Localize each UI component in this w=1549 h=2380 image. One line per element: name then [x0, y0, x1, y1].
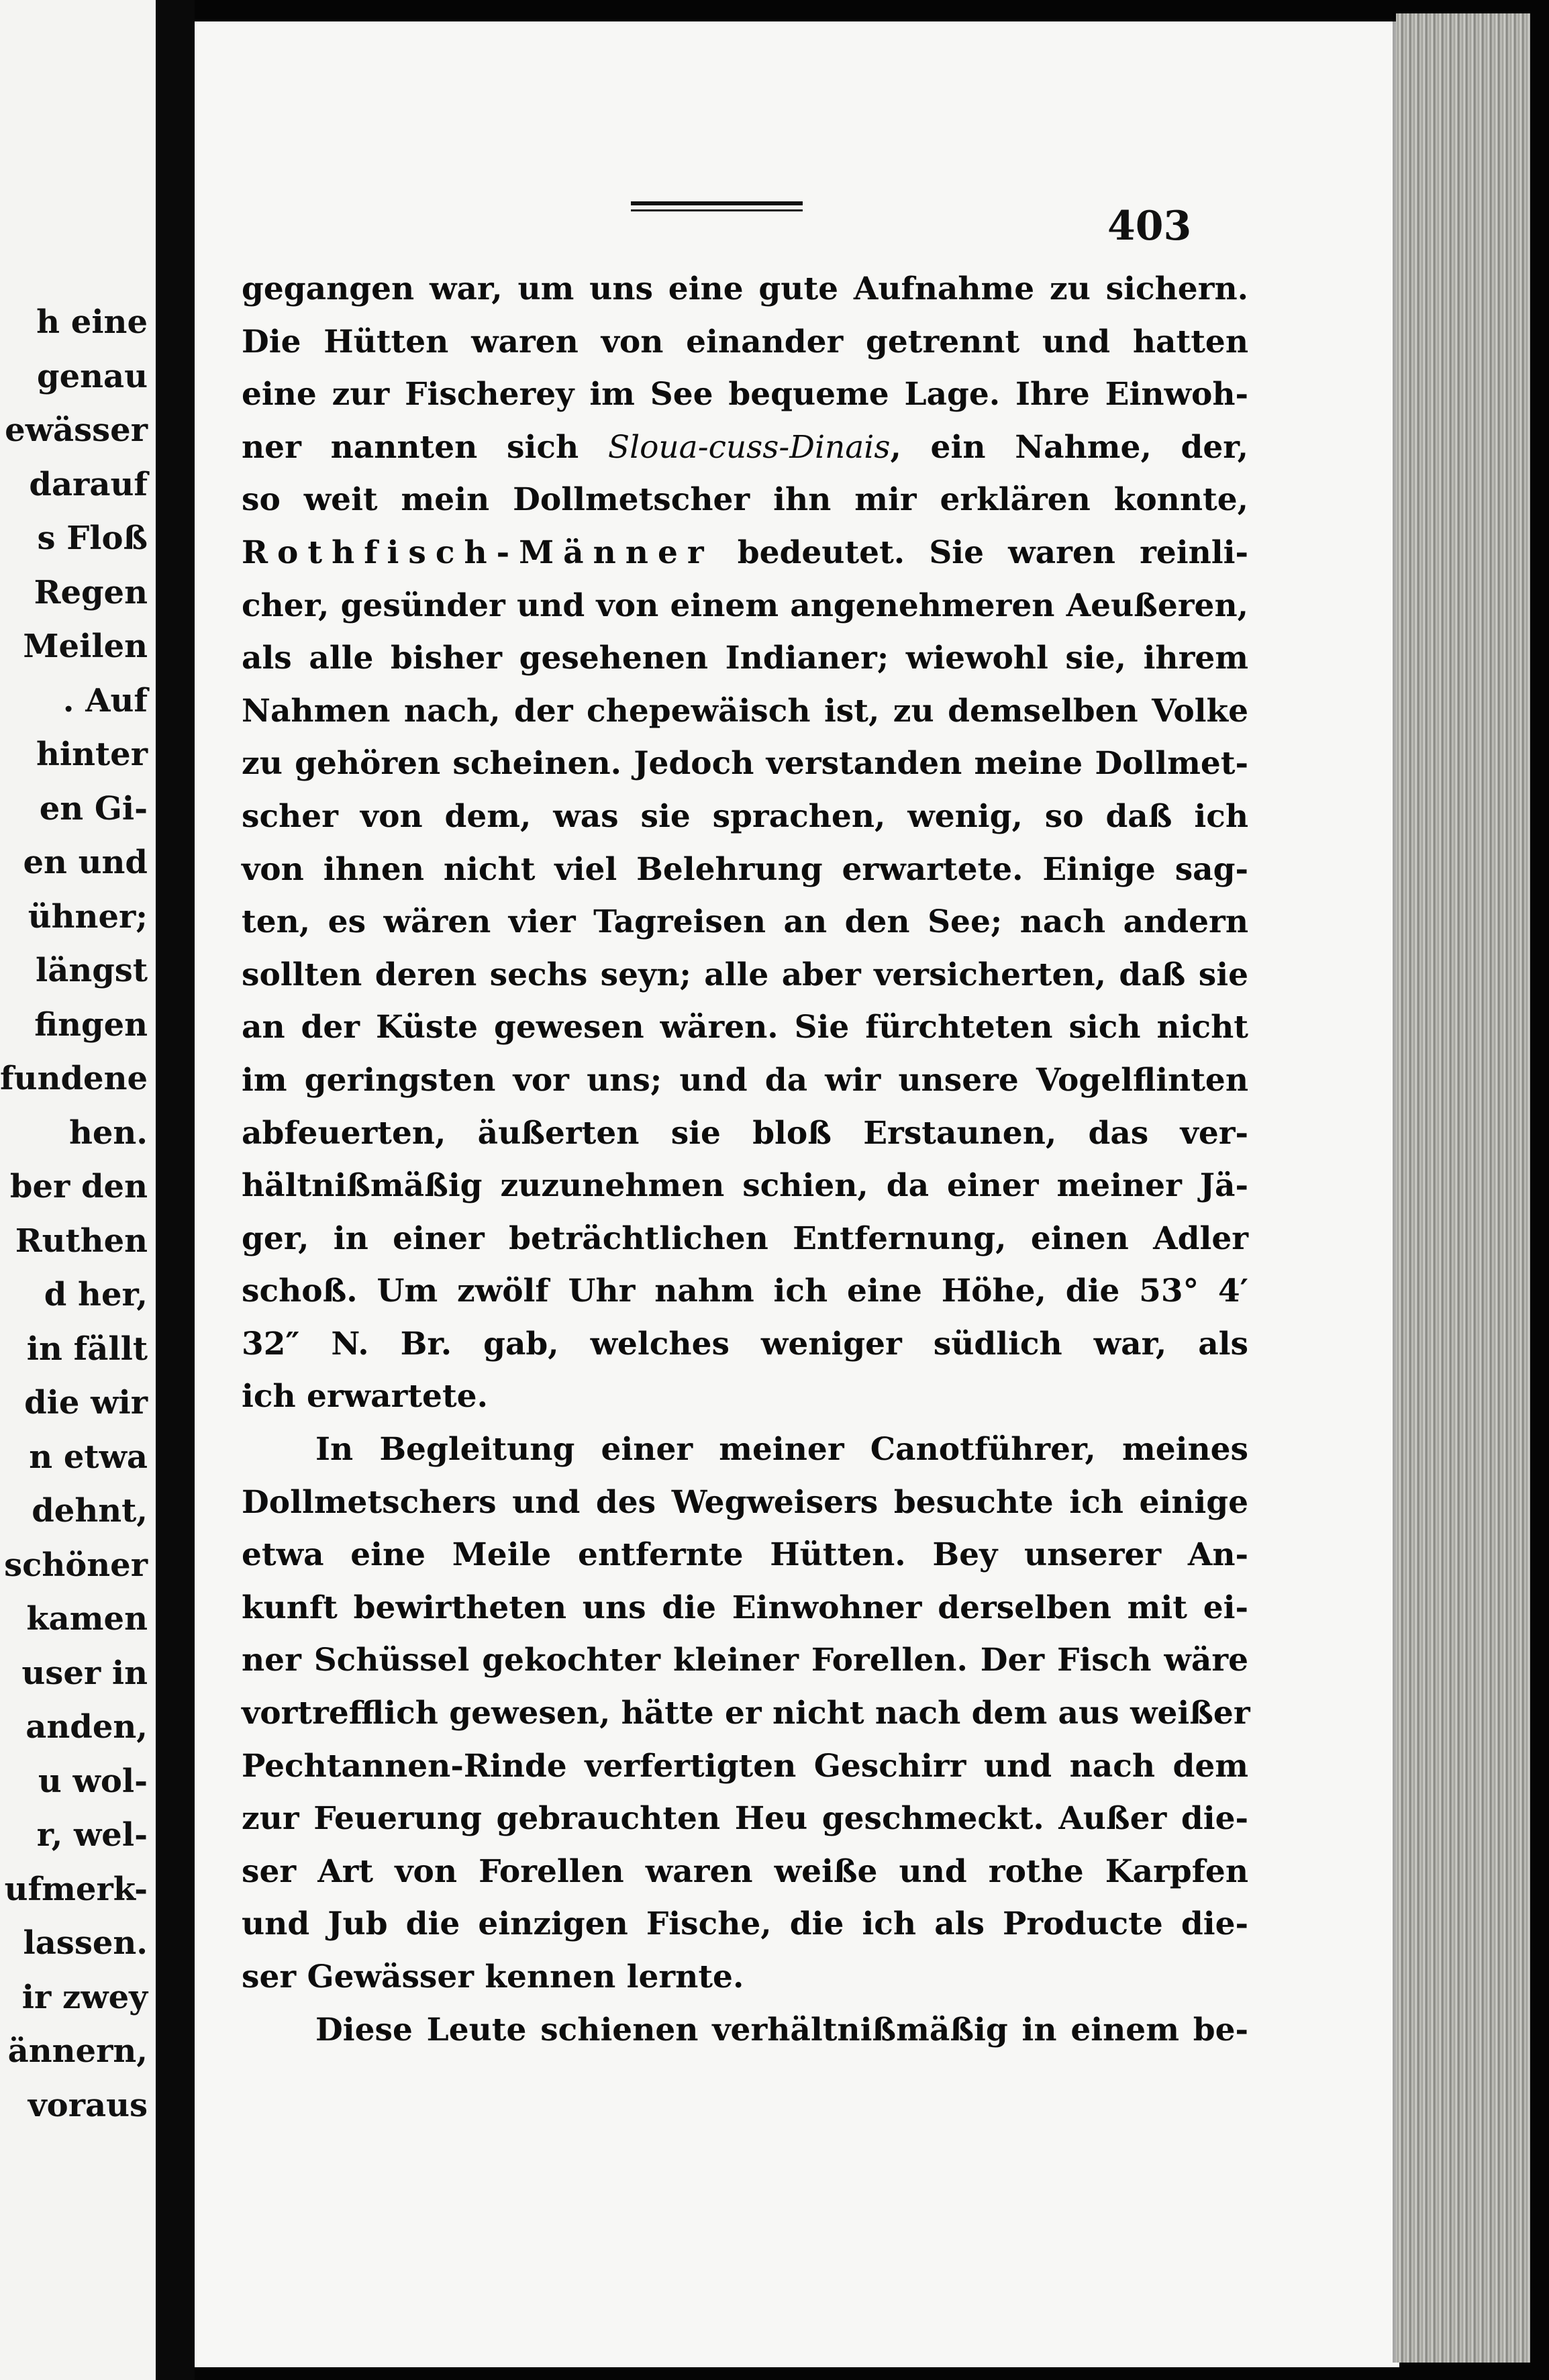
previous-page-fragment: r, wel-	[36, 1816, 148, 1854]
previous-page-fragment: die wir	[24, 1384, 148, 1422]
book-gutter	[156, 0, 195, 2380]
page	[195, 21, 1399, 2367]
previous-page-fragment: fingen	[34, 1005, 148, 1044]
previous-page-fragment: schöner	[4, 1546, 148, 1584]
text-line: Pechtannen-Rinde verfertigten Geschirr und nach dem	[242, 1747, 1248, 1785]
text-line: scher von dem, was sie sprachen, wenig, so daß ich	[242, 797, 1248, 835]
page-stack-edge	[1396, 13, 1530, 2363]
text-line	[242, 527, 1248, 580]
text-line: gegangen war, um uns eine gute Aufnahme zu sichern.	[242, 270, 1248, 307]
previous-page-fragment: u wol-	[38, 1762, 148, 1800]
previous-page-fragment: ewässer	[5, 411, 148, 449]
text-line: ser Gewässer kennen lernte.	[242, 1958, 744, 1995]
text-line: als alle bisher gesehenen Indianer; wiewohl sie, ihrem	[242, 640, 1248, 677]
previous-page-fragment: Ruthen	[15, 1222, 148, 1260]
text-line: vortrefflich gewesen, hätte er nicht nach dem aus weißer	[242, 1695, 1250, 1732]
text-line: Nahmen nach, der chepewäisch ist, zu demselben Volke	[242, 692, 1248, 730]
previous-page	[0, 0, 156, 2380]
text-line: Die Hütten waren von einander getrennt und hatten	[242, 323, 1248, 360]
previous-page-fragment: en Gi-	[39, 789, 148, 828]
text-line: ten, es wären vier Tagreisen an den See; nach andern	[242, 903, 1248, 941]
previous-page-fragment: n etwa	[29, 1438, 148, 1476]
text-line: hältnißmäßig zuzunehmen schien, da einer meiner Jä-	[242, 1167, 1248, 1205]
text-line: Diese Leute schienen verhältnißmäßig in einem be-	[315, 2011, 1248, 2048]
previous-page-fragment: ufmerk-	[4, 1870, 148, 1908]
previous-page-fragment: hen.	[68, 1113, 148, 1152]
text-line: etwa eine Meile entfernte Hütten. Bey unserer An-	[242, 1536, 1248, 1574]
text-segment: ner nannten sich	[242, 428, 608, 466]
previous-page-fragment: s Floß	[37, 519, 148, 557]
previous-page-fragment: lassen.	[23, 1924, 148, 1962]
previous-page-fragment: en und	[23, 844, 148, 881]
previous-page-fragment: . Auf	[62, 681, 148, 720]
page-number: 403	[1107, 203, 1192, 250]
previous-page-fragment: hinter	[36, 736, 148, 773]
text-line: ger, in einer beträchtlichen Entfernung, einen Adler	[242, 1220, 1248, 1257]
previous-page-fragment: in fällt	[26, 1330, 148, 1368]
text-line: schoß. Um zwölf Uhr nahm ich eine Höhe, die 53° 4′	[242, 1273, 1248, 1310]
previous-page-fragment: Meilen	[23, 628, 148, 665]
text-line: Dollmetschers und des Wegweisers besuchte ich einige	[242, 1483, 1248, 1521]
previous-page-fragment: längst	[36, 952, 148, 989]
text-line: 32″ N. Br. gab, welches weniger südlich war, als	[242, 1325, 1248, 1362]
previous-page-fragment: ir zwey	[21, 1978, 148, 2016]
previous-page-fragment: genau	[37, 357, 148, 395]
text-line: cher, gesünder und von einem angenehmeren Aeußeren,	[242, 587, 1248, 624]
body-text	[242, 263, 1248, 2056]
previous-page-fragment: fundene	[0, 1060, 148, 1097]
previous-page-fragment: ännern,	[7, 2032, 148, 2070]
text-line: eine zur Fischerey im See bequeme Lage. Ihre Einwoh-	[242, 376, 1248, 413]
text-line: zur Feuerung gebrauchten Heu geschmeckt. Außer die-	[242, 1800, 1248, 1838]
text-line: so weit mein Dollmetscher ihn mir erklären konnte,	[242, 481, 1248, 519]
previous-page-line-ends	[0, 295, 148, 2132]
text-line	[242, 422, 1248, 475]
text-line: zu gehören scheinen. Jedoch verstanden meine Dollmet-	[242, 745, 1248, 783]
text-line: ner Schüssel gekochter kleiner Forellen. Der Fisch wäre	[242, 1642, 1248, 1679]
previous-page-fragment: user in	[21, 1654, 148, 1692]
previous-page-fragment: voraus	[28, 2086, 148, 2124]
spaced-term: Rothfisch-Männer	[242, 534, 713, 571]
text-line: an der Küste gewesen wären. Sie fürchteten sich nicht	[242, 1009, 1248, 1046]
previous-page-fragment: d her,	[44, 1276, 148, 1313]
text-line: sollten deren sechs seyn; alle aber versicherten, daß sie	[242, 956, 1248, 993]
text-line: und Jub die einzigen Fische, die ich als Producte die-	[242, 1905, 1248, 1943]
text-segment: , ein Nahme, der,	[890, 428, 1249, 466]
previous-page-fragment: dehnt,	[32, 1492, 148, 1530]
text-line: ich erwartete.	[242, 1378, 488, 1416]
text-line: In Begleitung einer meiner Canotführer, meines	[315, 1431, 1248, 1469]
text-segment: bedeutet. Sie waren reinli-	[713, 534, 1248, 571]
previous-page-fragment: ühner;	[28, 897, 148, 936]
text-line: kunft bewirtheten uns die Einwohner derselben mit ei-	[242, 1589, 1248, 1626]
text-line: im geringsten vor uns; und da wir unsere Vogelflinten	[242, 1061, 1248, 1099]
previous-page-fragment: Regen	[34, 573, 148, 611]
previous-page-fragment: kamen	[26, 1600, 148, 1638]
previous-page-fragment: darauf	[29, 465, 148, 503]
latin-term: Sloua-cuss-Dinais	[607, 428, 891, 466]
previous-page-fragment: h eine	[36, 303, 148, 341]
text-line: ser Art von Forellen waren weiße und rothe Karpfen	[242, 1852, 1248, 1890]
previous-page-fragment: ber den	[9, 1168, 148, 1205]
text-line: abfeuerten, äußerten sie bloß Erstaunen, das ver-	[242, 1114, 1248, 1152]
text-line: von ihnen nicht viel Belehrung erwartete. Einige sag-	[242, 850, 1248, 888]
previous-page-fragment: anden,	[26, 1708, 148, 1746]
